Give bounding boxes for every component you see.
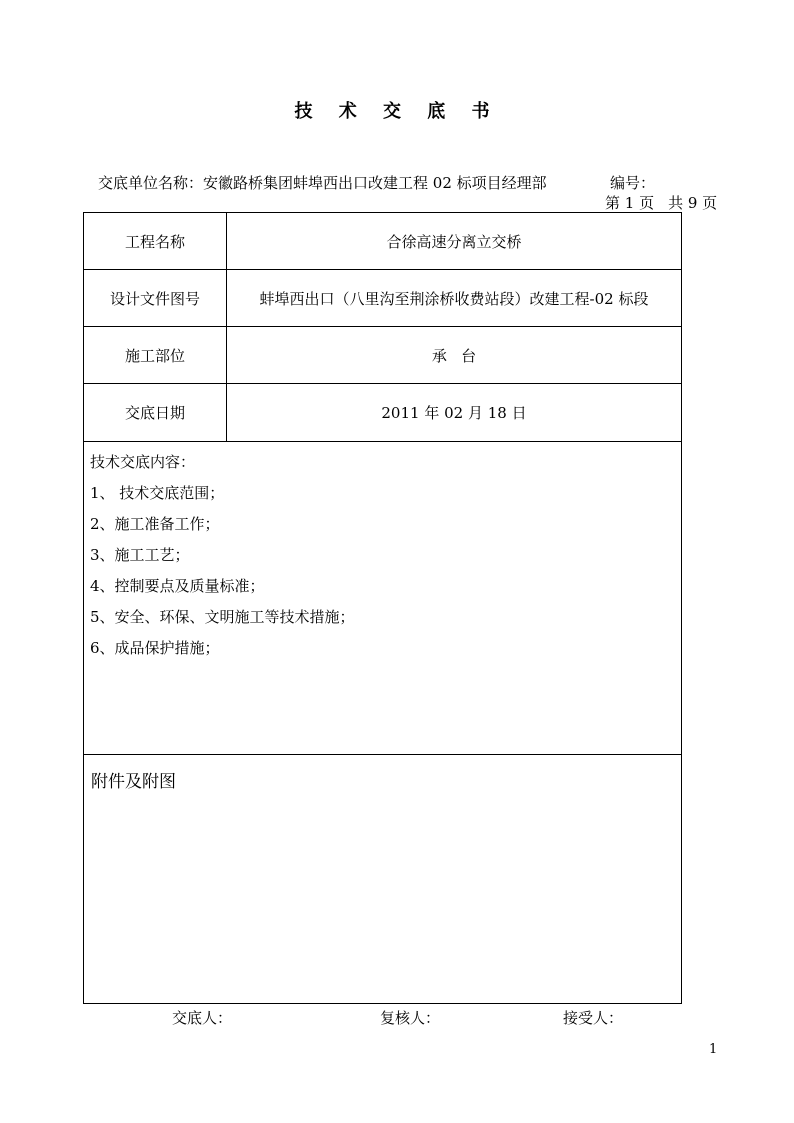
content-item-4: 4、控制要点及质量标准； <box>90 577 265 595</box>
design-drawing-value: 蚌埠西出口（八里沟至荆涂桥收费站段）改建工程-02 标段 <box>259 289 649 308</box>
content-item-3: 3、施工工艺； <box>90 546 190 564</box>
discloser-signature-label: 交底人： <box>172 1009 233 1027</box>
content-title: 技术交底内容： <box>90 453 196 471</box>
project-name-label: 工程名称 <box>84 213 227 269</box>
construction-part-label: 施工部位 <box>84 327 227 383</box>
attachments-section <box>84 755 681 1003</box>
document-title: 技 术 交 底 书 <box>294 101 500 122</box>
content-item-1: 1、 技术交底范围； <box>90 484 225 502</box>
page-total: 共 9 页 <box>668 194 718 212</box>
disclosure-date-label: 交底日期 <box>84 384 227 441</box>
page-current: 第 1 页 <box>605 194 655 212</box>
reviewer-signature-label: 复核人： <box>380 1009 441 1027</box>
disclosure-table <box>83 212 682 1004</box>
disclosure-unit <box>98 172 547 193</box>
row-design-drawing <box>84 270 681 327</box>
receiver-signature-label: 接受人： <box>563 1009 624 1027</box>
page-indicator <box>605 192 717 213</box>
disclosure-unit-value: 安徽路桥集团蚌埠西出口改建工程 02 标项目经理部 <box>203 174 547 192</box>
attachments-label: 附件及附图 <box>91 772 176 792</box>
disclosure-date-value: 2011 年 02 月 18 日 <box>381 404 527 422</box>
document-code-label: 编号： <box>610 174 656 192</box>
project-name-value: 合徐高速分离立交桥 <box>386 232 522 251</box>
disclosure-unit-label: 交底单位名称： <box>98 174 204 192</box>
content-item-6: 6、成品保护措施； <box>90 639 220 657</box>
row-construction-part <box>84 327 681 384</box>
page-number: 1 <box>709 1042 718 1057</box>
content-item-5: 5、安全、环保、文明施工等技术措施； <box>90 608 355 626</box>
row-project-name <box>84 213 681 270</box>
construction-part-value: 承 台 <box>431 346 477 365</box>
disclosure-content-section <box>84 442 681 755</box>
design-drawing-label: 设计文件图号 <box>84 270 227 326</box>
content-item-2: 2、施工准备工作； <box>90 515 220 533</box>
row-disclosure-date <box>84 384 681 442</box>
